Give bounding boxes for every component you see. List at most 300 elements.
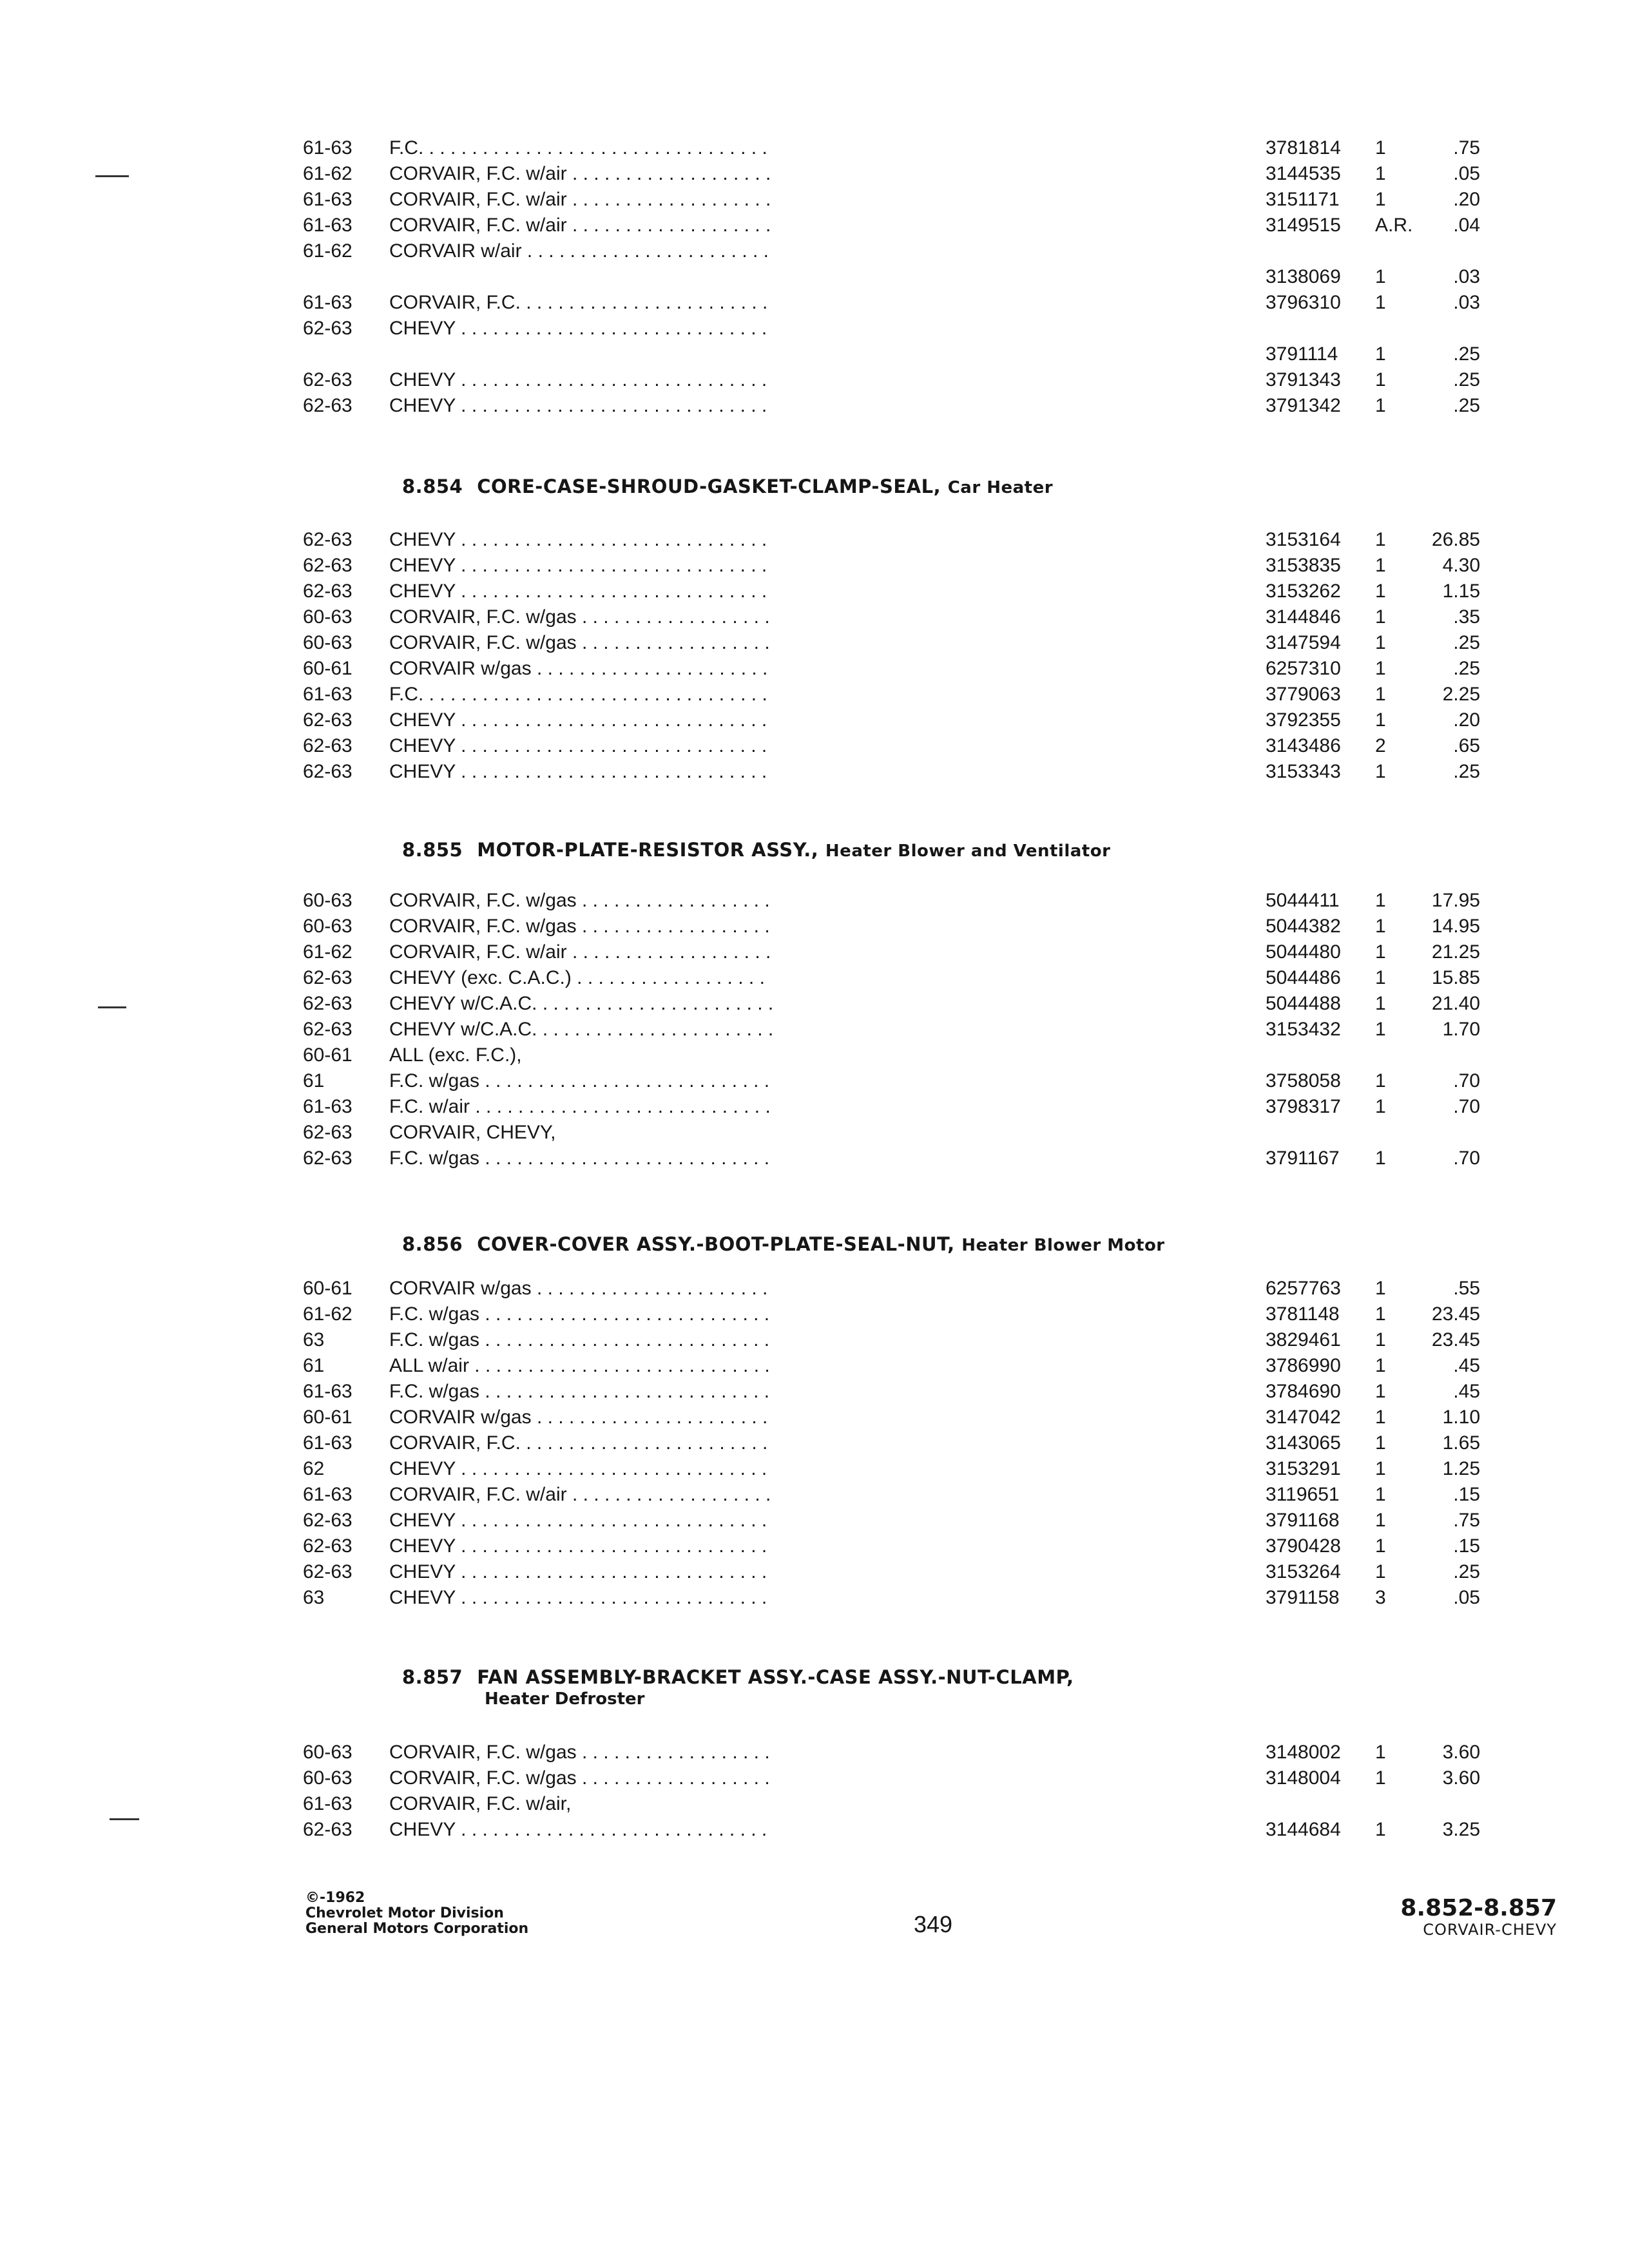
model-text: CORVAIR w/air . . .: [389, 240, 772, 262]
model-years: 61-63: [303, 684, 352, 705]
model-text: CHEVY w/C.A.C. . . .: [389, 993, 772, 1014]
part-number: 3149515: [1266, 215, 1341, 236]
parts-row: [0, 1068, 1629, 1094]
model-text: CHEVY . . .: [389, 1458, 772, 1479]
model-years: 62-63: [303, 1535, 352, 1557]
list-price: 15.85: [1431, 967, 1480, 988]
quantity: 1: [1375, 1303, 1386, 1325]
list-price: .25: [1453, 343, 1480, 365]
model-application: [389, 630, 772, 656]
part-number: 5044382: [1266, 916, 1341, 937]
parts-row: [0, 1043, 1629, 1068]
model-years: 62: [303, 1458, 325, 1479]
model-application: [389, 1482, 772, 1508]
quantity: 1: [1375, 1432, 1386, 1454]
model-application: [389, 187, 772, 213]
model-text: F.C. . . .: [389, 684, 772, 705]
parts-row: [0, 630, 1629, 656]
model-years: 61-63: [303, 1096, 352, 1117]
model-years: 62-63: [303, 967, 352, 988]
parts-row: [0, 1585, 1629, 1611]
corporation-line: General Motors Corporation: [305, 1921, 529, 1937]
parts-row: [0, 1353, 1629, 1379]
part-number: 3148002: [1266, 1742, 1341, 1763]
part-number: 3153262: [1266, 581, 1341, 602]
quantity: 1: [1375, 137, 1386, 159]
part-number: 3829461: [1266, 1329, 1341, 1350]
model-text: F.C. . . .: [389, 137, 772, 159]
model-text: CORVAIR, F.C. w/air . . .: [389, 163, 772, 184]
quantity: 3: [1375, 1587, 1386, 1608]
model-years: 62-63: [303, 369, 352, 390]
list-price: .15: [1453, 1484, 1480, 1505]
list-price: .70: [1453, 1148, 1480, 1169]
parts-row: [0, 367, 1629, 393]
model-years: 61-63: [303, 292, 352, 313]
part-number: 3144535: [1266, 163, 1341, 184]
quantity: 1: [1375, 369, 1386, 390]
part-number: 5044480: [1266, 941, 1341, 963]
model-text: CORVAIR, F.C. w/gas . . .: [389, 606, 772, 628]
model-application: [389, 1120, 772, 1146]
quantity: A.R.: [1375, 215, 1413, 236]
part-number: 3798317: [1266, 1096, 1341, 1117]
model-years: 61-63: [303, 137, 352, 159]
part-number: 3147042: [1266, 1407, 1341, 1428]
list-price: .45: [1453, 1381, 1480, 1402]
model-text: CHEVY . . .: [389, 1510, 772, 1531]
list-price: .25: [1453, 369, 1480, 390]
list-price: 14.95: [1431, 916, 1480, 937]
model-text: CHEVY . . .: [389, 735, 772, 756]
model-application: [389, 759, 772, 785]
model-text: CHEVY . . .: [389, 581, 772, 602]
parts-row: [0, 1791, 1629, 1817]
model-years: 62-63: [303, 1019, 352, 1040]
quantity: 1: [1375, 993, 1386, 1014]
list-price: .70: [1453, 1096, 1480, 1117]
parts-row: [0, 393, 1629, 419]
model-application: [389, 1533, 772, 1559]
model-years: 60-63: [303, 890, 352, 911]
model-application: [389, 527, 772, 553]
model-years: 60-61: [303, 1044, 352, 1066]
quantity: 1: [1375, 581, 1386, 602]
list-price: 21.40: [1431, 993, 1480, 1014]
list-price: .45: [1453, 1355, 1480, 1376]
parts-row: [0, 1327, 1629, 1353]
parts-row: [0, 553, 1629, 579]
list-price: .25: [1453, 658, 1480, 679]
parts-row: [0, 1765, 1629, 1791]
model-years: 62-63: [303, 1148, 352, 1169]
model-application: [389, 1146, 772, 1171]
model-years: 61-62: [303, 1303, 352, 1325]
parts-row: [0, 939, 1629, 965]
model-text: ALL (exc. F.C.),: [389, 1044, 522, 1066]
quantity: 1: [1375, 189, 1386, 210]
parts-row: [0, 682, 1629, 707]
model-years: 60-63: [303, 1767, 352, 1789]
parts-row: [0, 1456, 1629, 1482]
quantity: 1: [1375, 1355, 1386, 1376]
list-price: .70: [1453, 1070, 1480, 1091]
part-number: 3779063: [1266, 684, 1341, 705]
parts-row: [0, 1817, 1629, 1843]
parts-row: [0, 1508, 1629, 1533]
model-text: CORVAIR, F.C. . . .: [389, 1432, 772, 1454]
model-text: CORVAIR, F.C. w/gas . . .: [389, 916, 772, 937]
model-application: [389, 707, 772, 733]
quantity: 1: [1375, 709, 1386, 731]
list-price: .75: [1453, 1510, 1480, 1531]
model-years: 62-63: [303, 761, 352, 782]
section-subtitle: Heater Blower Motor: [961, 1236, 1165, 1255]
model-text: CHEVY . . .: [389, 1535, 772, 1557]
quantity: 1: [1375, 1070, 1386, 1091]
model-application: [389, 939, 772, 965]
part-number: 3153264: [1266, 1561, 1341, 1582]
section-range: 8.852-8.857: [1400, 1895, 1557, 1921]
parts-row: [0, 316, 1629, 367]
parts-row: [0, 1276, 1629, 1302]
model-application: [389, 1302, 772, 1327]
model-text: CORVAIR, F.C. w/air . . .: [389, 215, 772, 236]
list-price: 3.60: [1442, 1767, 1480, 1789]
parts-row: [0, 604, 1629, 630]
part-number: 3143486: [1266, 735, 1341, 756]
part-number: 3144684: [1266, 1819, 1341, 1840]
parts-row: [0, 656, 1629, 682]
model-text: ALL w/air . . .: [389, 1355, 772, 1376]
model-text: CHEVY . . .: [389, 761, 772, 782]
model-years: 60-63: [303, 632, 352, 653]
part-number: 3781148: [1266, 1303, 1340, 1325]
model-text: CORVAIR, F.C. w/air,: [389, 1793, 572, 1814]
parts-row: [0, 1533, 1629, 1559]
model-application: [389, 1405, 772, 1430]
section-number: 8.857: [402, 1666, 463, 1688]
model-years: 60-63: [303, 1742, 352, 1763]
quantity: 1: [1375, 292, 1386, 313]
quantity: 1: [1375, 1742, 1386, 1763]
part-number: 6257763: [1266, 1278, 1341, 1299]
list-price: 23.45: [1431, 1303, 1480, 1325]
part-number: 3791114: [1266, 343, 1338, 365]
margin-punch-mark: [110, 1818, 139, 1820]
model-application: [389, 1017, 772, 1043]
list-price: 1.25: [1442, 1458, 1480, 1479]
model-text: CORVAIR, F.C. w/air . . .: [389, 189, 772, 210]
model-years: 61-62: [303, 163, 352, 184]
model-application: [389, 1508, 772, 1533]
model-application: [389, 1765, 772, 1791]
parts-row: [0, 579, 1629, 604]
list-price: .03: [1453, 266, 1480, 287]
list-price: 26.85: [1431, 529, 1480, 550]
list-price: .05: [1453, 163, 1480, 184]
list-price: .55: [1453, 1278, 1480, 1299]
model-text: F.C. w/gas . . .: [389, 1148, 772, 1169]
quantity: 1: [1375, 1535, 1386, 1557]
quantity: 1: [1375, 343, 1386, 365]
parts-row: [0, 1559, 1629, 1585]
list-price: .65: [1453, 735, 1480, 756]
quantity: 1: [1375, 916, 1386, 937]
quantity: 1: [1375, 1407, 1386, 1428]
section-heading-8-855: [402, 839, 1110, 861]
quantity: 2: [1375, 735, 1386, 756]
parts-row: [0, 965, 1629, 991]
model-application: [389, 914, 772, 939]
parts-row: [0, 1302, 1629, 1327]
model-text: CORVAIR w/gas . . .: [389, 1278, 772, 1299]
parts-row: [0, 161, 1629, 187]
section-number: 8.855: [402, 839, 463, 861]
parts-row: [0, 238, 1629, 290]
quantity: 1: [1375, 1096, 1386, 1117]
part-number: 3796310: [1266, 292, 1341, 313]
quantity: 1: [1375, 395, 1386, 416]
model-application: [389, 1094, 772, 1120]
quantity: 1: [1375, 606, 1386, 628]
model-application: [389, 1791, 772, 1817]
model-application: [389, 1585, 772, 1611]
quantity: 1: [1375, 1329, 1386, 1350]
model-application: [389, 1043, 772, 1068]
model-years: 61-63: [303, 215, 352, 236]
model-text: CORVAIR, F.C. w/air . . .: [389, 941, 772, 963]
model-text: CHEVY . . .: [389, 395, 772, 416]
part-number: 3791168: [1266, 1510, 1340, 1531]
quantity: 1: [1375, 163, 1386, 184]
parts-row: [0, 527, 1629, 553]
model-years: 62-63: [303, 395, 352, 416]
model-application: [389, 238, 772, 264]
quantity: 1: [1375, 1819, 1386, 1840]
model-years: 62-63: [303, 1510, 352, 1531]
part-number: 3153291: [1266, 1458, 1341, 1479]
parts-row: [0, 135, 1629, 161]
parts-row: [0, 991, 1629, 1017]
parts-row: [0, 1120, 1629, 1146]
part-number: 3792355: [1266, 709, 1341, 731]
parts-row: [0, 1017, 1629, 1043]
quantity: 1: [1375, 941, 1386, 963]
model-text: CORVAIR, F.C. . . .: [389, 292, 772, 313]
list-price: .20: [1453, 709, 1480, 731]
list-price: 17.95: [1431, 890, 1480, 911]
model-application: [389, 213, 772, 238]
model-text: CHEVY . . .: [389, 1819, 772, 1840]
list-price: .25: [1453, 761, 1480, 782]
part-number: 3148004: [1266, 1767, 1341, 1789]
model-years: 61: [303, 1355, 325, 1376]
model-text: CHEVY . . .: [389, 318, 772, 339]
division-line: Chevrolet Motor Division: [305, 1905, 504, 1921]
model-years: 63: [303, 1587, 325, 1608]
part-number: 3791167: [1266, 1148, 1340, 1169]
model-text: CORVAIR, F.C. w/air . . .: [389, 1484, 772, 1505]
model-years: 61-62: [303, 941, 352, 963]
model-application: [389, 1559, 772, 1585]
model-years: 62-63: [303, 1561, 352, 1582]
section-heading-8-856: [402, 1233, 1165, 1255]
list-price: .20: [1453, 189, 1480, 210]
quantity: 1: [1375, 1484, 1386, 1505]
section-number: 8.856: [402, 1233, 463, 1255]
model-years: 60-61: [303, 1278, 352, 1299]
part-number: 3144846: [1266, 606, 1341, 628]
model-application: [389, 1379, 772, 1405]
margin-punch-mark: [98, 1006, 126, 1008]
parts-row: [0, 1094, 1629, 1120]
part-number: 3791158: [1266, 1587, 1340, 1608]
list-price: 2.25: [1442, 684, 1480, 705]
list-price: 3.25: [1442, 1819, 1480, 1840]
model-text: F.C. w/air . . .: [389, 1096, 772, 1117]
page-number: 349: [914, 1911, 953, 1937]
model-line: CORVAIR-CHEVY: [1423, 1921, 1557, 1939]
quantity: 1: [1375, 555, 1386, 576]
model-text: CORVAIR, F.C. w/gas . . .: [389, 1742, 772, 1763]
model-application: [389, 733, 772, 759]
part-number: 3791342: [1266, 395, 1341, 416]
parts-row: [0, 914, 1629, 939]
model-text: CHEVY . . .: [389, 529, 772, 550]
model-application: [389, 604, 772, 630]
model-application: [389, 393, 772, 419]
model-application: [389, 316, 772, 341]
part-number: 3153432: [1266, 1019, 1341, 1040]
model-years: 60-63: [303, 916, 352, 937]
quantity: 1: [1375, 890, 1386, 911]
list-price: 4.30: [1442, 555, 1480, 576]
parts-row: [0, 1405, 1629, 1430]
model-years: 60-63: [303, 606, 352, 628]
publisher-block: [305, 1890, 528, 1937]
model-text: CORVAIR, F.C. w/gas . . .: [389, 632, 772, 653]
section-title: MOTOR-PLATE-RESISTOR ASSY.,: [477, 839, 819, 861]
part-number: 3791343: [1266, 369, 1341, 390]
model-years: 62-63: [303, 735, 352, 756]
model-application: [389, 290, 772, 316]
quantity: 1: [1375, 632, 1386, 653]
quantity: 1: [1375, 1148, 1386, 1169]
model-application: [389, 1456, 772, 1482]
list-price: .15: [1453, 1535, 1480, 1557]
quantity: 1: [1375, 1278, 1386, 1299]
model-application: [389, 1276, 772, 1302]
model-application: [389, 965, 772, 991]
parts-row: [0, 888, 1629, 914]
quantity: 1: [1375, 967, 1386, 988]
parts-row: [0, 1482, 1629, 1508]
section-number: 8.854: [402, 476, 463, 497]
list-price: .35: [1453, 606, 1480, 628]
model-years: 61-63: [303, 1793, 352, 1814]
model-years: 61: [303, 1070, 325, 1091]
model-application: [389, 656, 772, 682]
part-number: 3151171: [1266, 189, 1340, 210]
model-text: CHEVY . . .: [389, 709, 772, 731]
list-price: 3.60: [1442, 1742, 1480, 1763]
model-years: 62-63: [303, 555, 352, 576]
parts-row: [0, 290, 1629, 316]
model-text: CHEVY . . .: [389, 1587, 772, 1608]
quantity: 1: [1375, 1019, 1386, 1040]
section-title: COVER-COVER ASSY.-BOOT-PLATE-SEAL-NUT,: [477, 1233, 955, 1255]
quantity: 1: [1375, 761, 1386, 782]
parts-row: [0, 1430, 1629, 1456]
part-number: 3153835: [1266, 555, 1341, 576]
model-application: [389, 579, 772, 604]
model-application: [389, 1817, 772, 1843]
model-application: [389, 1430, 772, 1456]
model-text: F.C. w/gas . . .: [389, 1070, 772, 1091]
model-years: 62-63: [303, 529, 352, 550]
quantity: 1: [1375, 684, 1386, 705]
model-application: [389, 991, 772, 1017]
part-number: 3153164: [1266, 529, 1341, 550]
model-application: [389, 367, 772, 393]
part-number: 6257310: [1266, 658, 1341, 679]
model-years: 61-63: [303, 189, 352, 210]
part-number: 5044411: [1266, 890, 1340, 911]
section-title: CORE-CASE-SHROUD-GASKET-CLAMP-SEAL,: [477, 476, 941, 497]
model-text: CHEVY . . .: [389, 555, 772, 576]
part-number: 3781814: [1266, 137, 1341, 159]
list-price: 21.25: [1431, 941, 1480, 963]
model-application: [389, 682, 772, 707]
section-heading-8-854: [402, 476, 1053, 497]
model-years: 60-61: [303, 658, 352, 679]
section-range-block: [1400, 1896, 1557, 1938]
margin-punch-mark: [95, 175, 129, 177]
parts-row: [0, 213, 1629, 238]
model-years: 61-63: [303, 1381, 352, 1402]
part-number: 3790428: [1266, 1535, 1341, 1557]
list-price: .03: [1453, 292, 1480, 313]
quantity: 1: [1375, 1458, 1386, 1479]
quantity: 1: [1375, 266, 1386, 287]
list-price: .25: [1453, 632, 1480, 653]
model-application: [389, 1740, 772, 1765]
model-years: 62-63: [303, 993, 352, 1014]
list-price: .25: [1453, 1561, 1480, 1582]
part-number: 5044486: [1266, 967, 1341, 988]
list-price: 1.10: [1442, 1407, 1480, 1428]
model-years: 62-63: [303, 318, 352, 339]
model-years: 62-63: [303, 1122, 352, 1143]
model-text: CHEVY . . .: [389, 369, 772, 390]
part-number: 3143065: [1266, 1432, 1341, 1454]
parts-row: [0, 707, 1629, 733]
list-price: .04: [1453, 215, 1480, 236]
model-text: CORVAIR w/gas . . .: [389, 658, 772, 679]
quantity: 1: [1375, 529, 1386, 550]
model-text: CORVAIR, F.C. w/gas . . .: [389, 890, 772, 911]
model-application: [389, 888, 772, 914]
model-years: 61-63: [303, 1484, 352, 1505]
model-years: 62-63: [303, 581, 352, 602]
model-years: 61-63: [303, 1432, 352, 1454]
model-application: [389, 161, 772, 187]
model-years: 62-63: [303, 1819, 352, 1840]
list-price: .25: [1453, 395, 1480, 416]
part-number: 3138069: [1266, 266, 1341, 287]
model-text: CORVAIR, F.C. w/gas . . .: [389, 1767, 772, 1789]
